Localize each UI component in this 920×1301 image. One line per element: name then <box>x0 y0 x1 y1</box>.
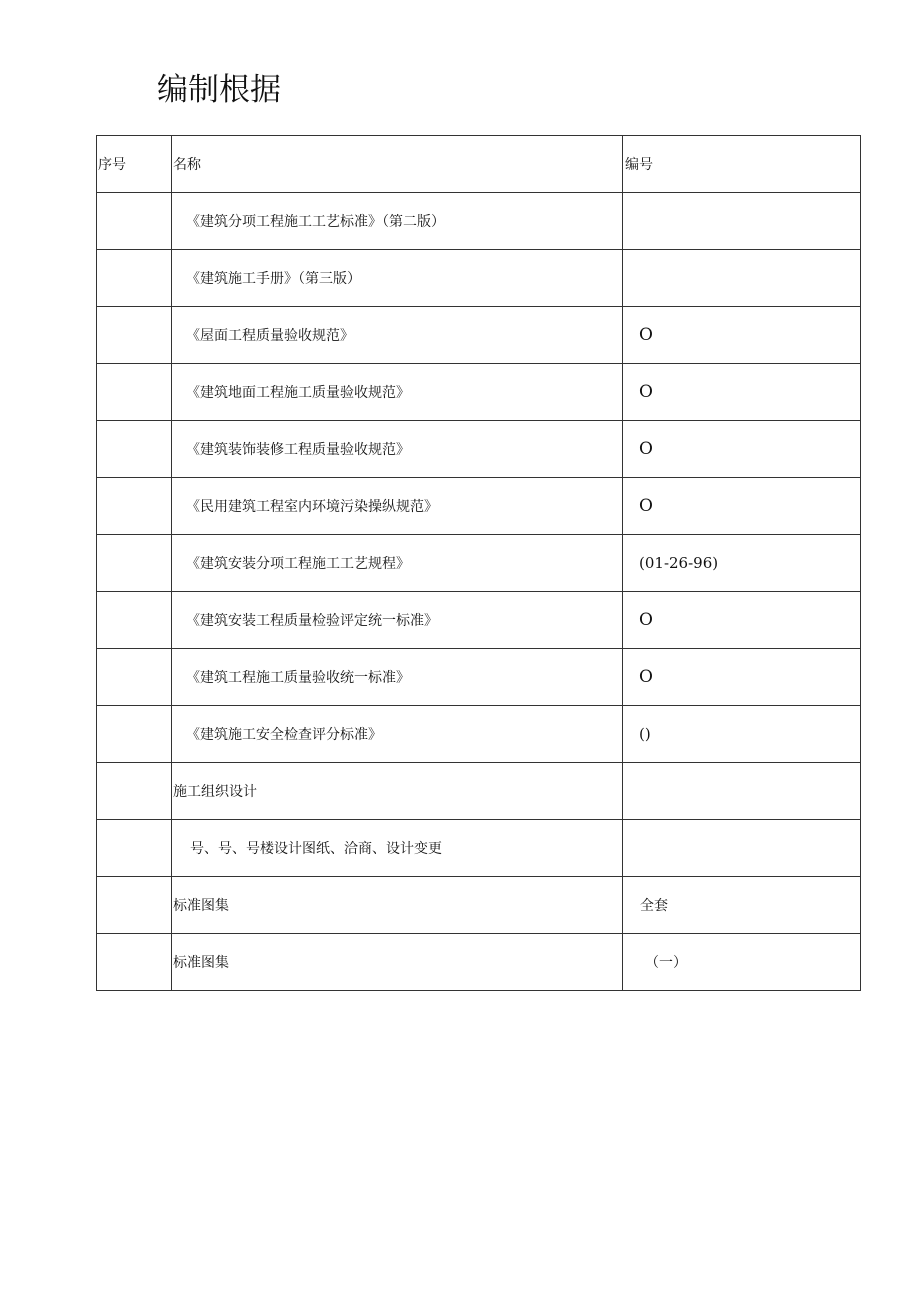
table-row <box>97 478 861 535</box>
row-code: () <box>623 706 861 763</box>
row-name: 号、号、号楼设计图纸、洽商、设计变更 <box>172 820 623 877</box>
row-name: 《建筑工程施工质量验收统一标准》 <box>172 649 623 706</box>
row-code: O <box>623 421 861 478</box>
row-name: 《建筑地面工程施工质量验收规范》 <box>172 364 623 421</box>
row-seq <box>97 478 172 535</box>
table-row <box>97 763 861 820</box>
row-seq <box>97 820 172 877</box>
row-code: (01-26-96) <box>623 535 861 592</box>
table-row <box>97 250 861 307</box>
row-name: 施工组织设计 <box>172 763 623 820</box>
table-row <box>97 649 861 706</box>
header-code: 编号 <box>623 136 861 193</box>
row-name: 《民用建筑工程室内环境污染操纵规范》 <box>172 478 623 535</box>
row-name: 《建筑施工安全检查评分标准》 <box>172 706 623 763</box>
table-row <box>97 535 861 592</box>
row-seq <box>97 763 172 820</box>
table-row <box>97 364 861 421</box>
row-code: O <box>623 307 861 364</box>
row-code: O <box>623 364 861 421</box>
row-seq <box>97 364 172 421</box>
row-name: 《建筑分项工程施工工艺标准》（第二版） <box>172 193 623 250</box>
row-code <box>623 250 861 307</box>
row-code <box>623 820 861 877</box>
row-seq <box>97 421 172 478</box>
row-seq <box>97 934 172 991</box>
table-row <box>97 706 861 763</box>
row-seq <box>97 592 172 649</box>
row-seq <box>97 535 172 592</box>
header-seq: 序号 <box>97 136 172 193</box>
basis-table <box>96 135 861 991</box>
table-row <box>97 307 861 364</box>
table-row <box>97 592 861 649</box>
header-name: 名称 <box>172 136 623 193</box>
row-code: （一） <box>623 934 861 991</box>
row-name: 《建筑安装工程质量检验评定统一标准》 <box>172 592 623 649</box>
table-row <box>97 877 861 934</box>
row-name: 标准图集 <box>172 877 623 934</box>
table-row <box>97 820 861 877</box>
row-code: O <box>623 592 861 649</box>
row-code <box>623 193 861 250</box>
row-name: 《建筑安装分项工程施工工艺规程》 <box>172 535 623 592</box>
row-code: O <box>623 649 861 706</box>
table-header-row <box>97 136 861 193</box>
row-name: 《屋面工程质量验收规范》 <box>172 307 623 364</box>
table-row <box>97 421 861 478</box>
row-name: 《建筑装饰装修工程质量验收规范》 <box>172 421 623 478</box>
row-seq <box>97 706 172 763</box>
row-code: O <box>623 478 861 535</box>
row-seq <box>97 877 172 934</box>
row-code: 全套 <box>623 877 861 934</box>
row-name: 《建筑施工手册》（第三版） <box>172 250 623 307</box>
row-seq <box>97 307 172 364</box>
table-row <box>97 193 861 250</box>
row-name: 标准图集 <box>172 934 623 991</box>
row-seq <box>97 649 172 706</box>
row-code <box>623 763 861 820</box>
row-seq <box>97 193 172 250</box>
table-row <box>97 934 861 991</box>
page-title: 编制根据 <box>157 72 281 108</box>
row-seq <box>97 250 172 307</box>
